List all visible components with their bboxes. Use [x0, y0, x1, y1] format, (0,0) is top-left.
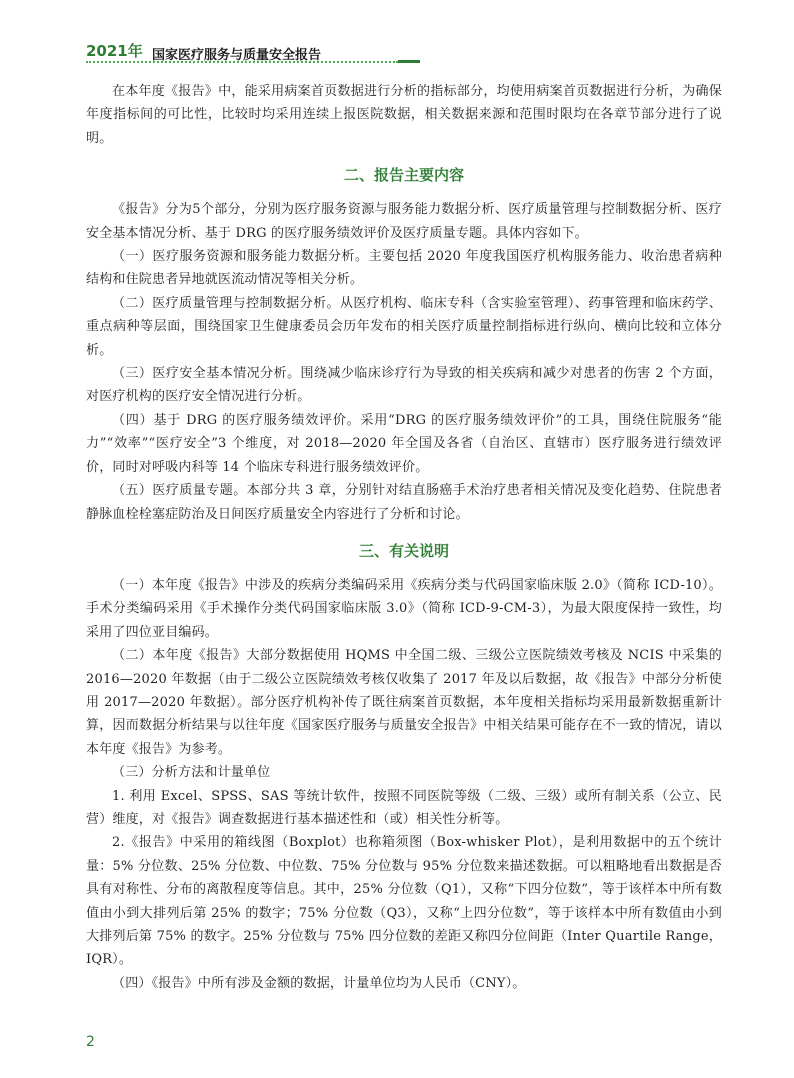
- section-heading-notes: 三、有关说明: [358, 541, 449, 560]
- section2-paragraph: （三）医疗安全基本情况分析。围绕减少临床诊疗行为导致的相关疾病和减少对患者的伤害 2 个方面，对医疗机构的医疗安全情况进行分析。: [86, 366, 722, 405]
- page-body: [86, 80, 722, 995]
- section3-paragraph: （二）本年度《报告》大部分数据使用 HQMS 中全国二级、三级公立医院绩效考核及 NCIS 中采集的 2016—2020 年数据（由于二级公立医院绩效考核仅收集了 2017 年及以后数据，故《报告》中部分分析使用 2017—2020 年数据）。部分医疗机构补传了既往病案首页数据，本年度相关指标均采用最新数据重新计算，因而数据分析结果与以往年度《国家医疗服务与质量安全报告》中相关结果可能存在不一致的情况，请以本年度《报告》为参考。: [86, 648, 722, 757]
- section2-paragraph: 《报告》分为5个部分，分别为医疗服务资源与服务能力数据分析、医疗质量管理与控制数据分析、医疗安全基本情况分析、基于 DRG 的医疗服务绩效评价及医疗质量专题。具体内容如下。: [86, 202, 722, 241]
- page-number: 2: [86, 1034, 95, 1050]
- intro-paragraph: 在本年度《报告》中，能采用病案首页数据进行分析的指标部分，均使用病案首页数据进行分析，为确保年度指标间的可比性，比较时均采用连续上报医院数据，相关数据来源和范围时限均在各章节部分进行了说明。: [86, 84, 722, 146]
- section-heading-main-content: 二、报告主要内容: [343, 166, 464, 185]
- section3-paragraph: （三）分析方法和计量单位: [112, 765, 271, 781]
- section2-paragraph: （四）基于 DRG 的医疗服务绩效评价。采用“DRG 的医疗服务绩效评价”的工具，围绕住院服务“能力”“效率”“医疗安全”3 个维度，对 2018—2020 年全国及各省（自治区、直辖市）医疗服务进行绩效评价，同时对呼吸内科等 14 个临床专科进行服务绩效评价。: [86, 412, 722, 475]
- section2-paragraph: （五）医疗质量专题。本部分共 3 章，分别针对结直肠癌手术治疗患者相关情况及变化趋势、住院患者静脉血栓栓塞症防治及日间医疗质量安全内容进行了分析和讨论。: [86, 483, 722, 522]
- section3-paragraph: 2.《报告》中采用的箱线图（Boxplot）也称箱须图（Box-whisker Plot），是利用数据中的五个统计量：5% 分位数、25% 分位数、中位数、75% 分位数与 95% 分位数来描述数据。可以粗略地看出数据是否具有对称性、分布的离散程度等信息。其中，25% 分位数（Q1），又称“下四分位数”，等于该样本中所有数值由小到大排列后第 25% 的数字；75% 分位数（Q3），又称“上四分位数”，等于该样本中所有数值由小到大排列后第 75% 的数字。25% 分位数与 75% 四分位数的差距又称四分位间距（Inter Quartile Range，IQR）。: [86, 835, 722, 968]
- section3-paragraph: （一）本年度《报告》中涉及的疾病分类编码采用《疾病分类与代码国家临床版 2.0》（简称 ICD-10）。手术分类编码采用《手术操作分类代码国家临床版 3.0》（简称 ICD-9-CM-3），为最大限度保持一致性，均采用了四位亚目编码。: [86, 577, 722, 640]
- section3-paragraph: 1. 利用 Excel、SPSS、SAS 等统计软件，按照不同医院等级（二级、三级）或所有制关系（公立、民营）维度，对《报告》调查数据进行基本描述性和（或）相关性分析等。: [86, 788, 722, 827]
- section3-paragraph: （四）《报告》中所有涉及金额的数据，计量单位均为人民币（CNY）。: [112, 975, 526, 991]
- section2-paragraph: （二）医疗质量管理与控制数据分析。从医疗机构、临床专科（含实验室管理）、药事管理和临床药学、重点病种等层面，围绕国家卫生健康委员会历年发布的相关医疗质量控制指标进行纵向、横向比较和立体分析。: [86, 295, 722, 358]
- header-accent-bar: [398, 60, 420, 63]
- running-header: [80, 38, 720, 72]
- section2-paragraph: （一）医疗服务资源和服务能力数据分析。主要包括 2020 年度我国医疗机构服务能力、收治患者病种结构和住院患者异地就医流动情况等相关分析。: [86, 249, 722, 288]
- header-title: 国家医疗服务与质量安全报告: [152, 48, 322, 63]
- header-year: 2021年: [86, 42, 143, 60]
- header-dotted-rule: [86, 61, 398, 63]
